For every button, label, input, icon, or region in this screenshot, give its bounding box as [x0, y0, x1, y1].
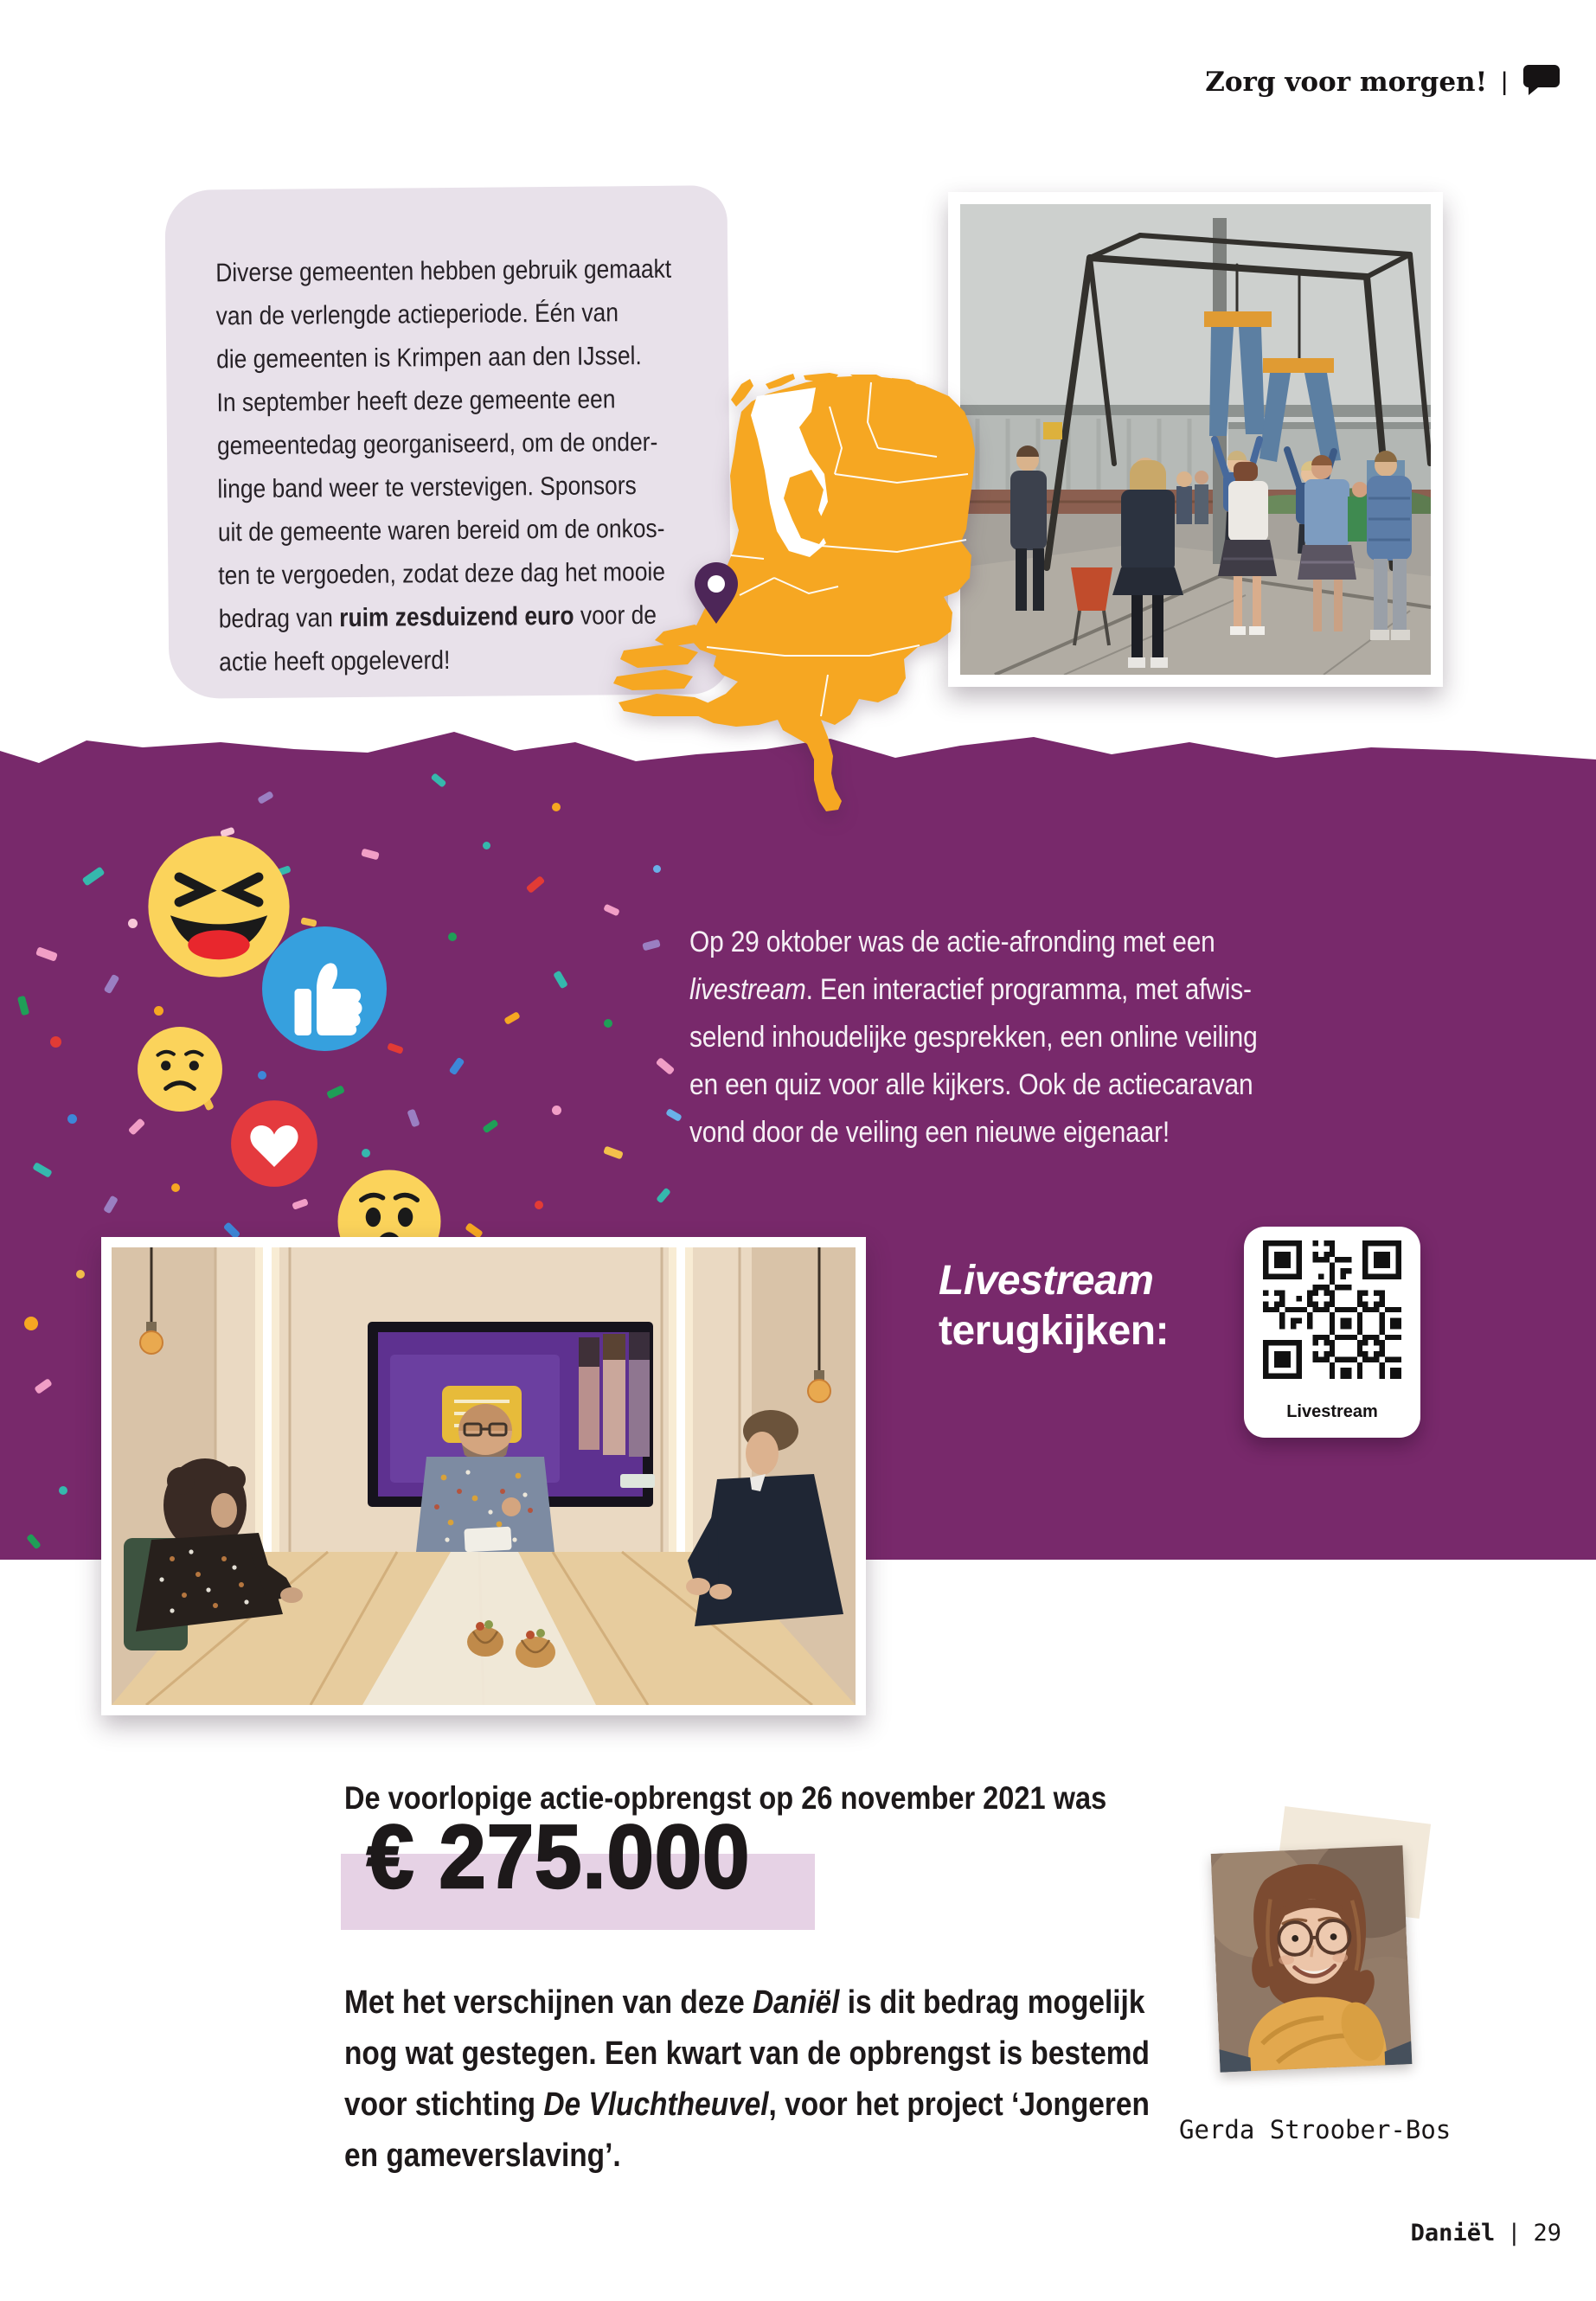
results-heading: De voorlopige actie-opbrengst op 26 november 2021 was [344, 1780, 1107, 1816]
gemeentedag-photo [948, 192, 1443, 687]
qr-code [1263, 1240, 1401, 1379]
speech-bubble-icon [1522, 62, 1561, 101]
confetti-piece [552, 1106, 561, 1115]
thumbs-up-icon [260, 924, 389, 1054]
sad-emoji [136, 1025, 224, 1113]
footer-separator: | [1507, 2220, 1522, 2247]
netherlands-map [612, 372, 984, 822]
page-footer [1411, 2220, 1561, 2247]
heart-icon [229, 1099, 319, 1189]
livestream-heading-line2: terugkijken: [939, 1308, 1170, 1354]
amount-value: € 275.000 [367, 1807, 751, 1907]
confetti-piece [171, 1183, 180, 1192]
livestream-heading-line1: Livestream [939, 1258, 1154, 1304]
confetti-piece [483, 842, 490, 849]
livestream-photo [101, 1237, 866, 1715]
confetti-piece [258, 1071, 266, 1080]
qr-label: Livestream [1286, 1402, 1378, 1421]
section-title: Zorg voor morgen! [1205, 66, 1488, 98]
livestream-heading [939, 1256, 1169, 1356]
qr-card [1244, 1227, 1420, 1438]
page-header [1205, 62, 1561, 101]
confetti-piece [24, 1317, 38, 1330]
header-separator: | [1501, 67, 1508, 96]
confetti-piece [50, 1036, 61, 1048]
confetti-piece [59, 1486, 67, 1495]
page-number: 29 [1533, 2220, 1561, 2247]
confetti-piece [653, 865, 661, 873]
confetti-piece [535, 1201, 543, 1209]
portrait-caption: Gerda Stroober-Bos [1179, 2115, 1452, 2144]
magazine-name: Daniël [1410, 2220, 1496, 2247]
story-paragraph: Op 29 oktober was de actie-afronding met een livestream. Een interactief programma, met afwis- selend inhoudelijke gesprekken, een online veiling en een quiz voor alle kijkers. Ook de actiecaravan vond door de veiling een nieuwe eigenaar! [689, 926, 1258, 1149]
confetti-piece [362, 1149, 370, 1157]
portrait-photo [1211, 1845, 1413, 2072]
confetti-piece [76, 1270, 85, 1279]
confetti-piece [552, 803, 561, 811]
confetti-piece [67, 1114, 77, 1124]
confetti-piece [128, 919, 138, 928]
results-paragraph: Met het verschijnen van deze Daniël is dit bedrag mogelijk nog wat gestegen. Een kwart van de opbrengst is bestemd voor stichting De Vluchtheuvel, voor het project ‘Jongeren en gameverslaving’. [344, 1984, 1150, 2174]
confetti-piece [154, 1006, 163, 1016]
confetti-piece [604, 1019, 612, 1028]
confetti-piece [448, 933, 457, 941]
intro-paragraph: Diverse gemeenten hebben gebruik gemaakt van de verlengde actieperiode. Één van die gemeenten is Krimpen aan den IJssel. In september heeft deze gemeente een gemeentedag georganiseerd, om de onder- linge band weer te verstevigen. Sponsors uit de gemeente waren bereid om de onkos- ten te vergoeden, zodat deze dag het mooie bedrag van ruim zesduizend euro voor de actie heeft opgeleverd! [215, 254, 672, 677]
